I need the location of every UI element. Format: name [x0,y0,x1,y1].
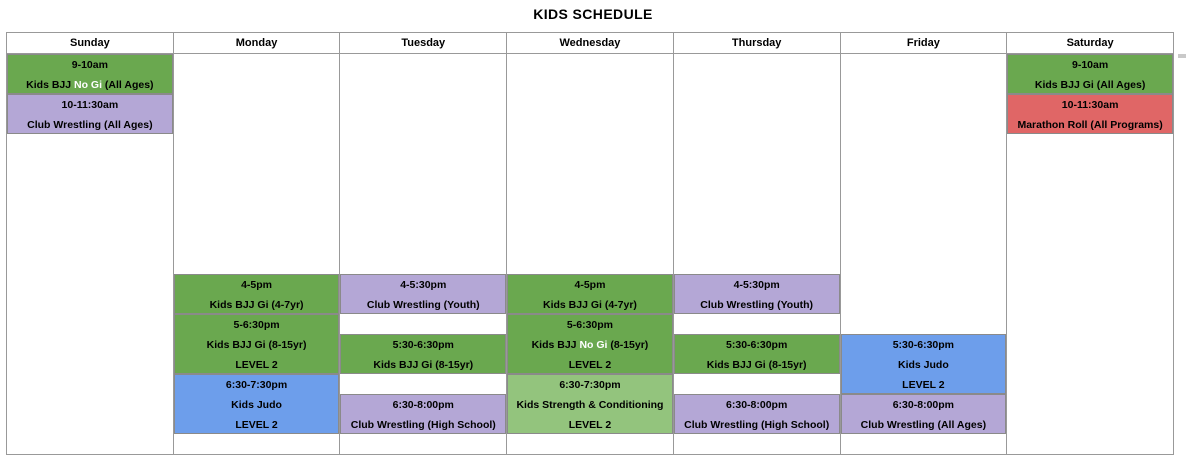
column-header-friday: Friday [840,33,1007,54]
day-events-wednesday [507,54,673,454]
schedule-event[interactable] [674,394,840,434]
schedule-event[interactable] [174,374,340,434]
event-time: 4-5pm [574,279,606,291]
event-name: Marathon Roll (All Programs) [1017,119,1163,131]
day-events-tuesday [340,54,506,454]
event-time: 6:30-8:00pm [392,399,454,411]
day-column-thursday [673,54,840,455]
column-header-wednesday: Wednesday [507,33,674,54]
event-name: Club Wrestling (High School) [684,419,830,431]
event-name: Kids BJJ Gi (8-15yr) [373,359,474,371]
event-time: 5:30-6:30pm [726,339,788,351]
day-column-wednesday [507,54,674,455]
schedule-event[interactable] [1007,94,1173,134]
event-level: LEVEL 2 [235,419,278,431]
event-time: 5:30-6:30pm [392,339,454,351]
event-time: 10-11:30am [61,99,119,111]
schedule-event[interactable] [507,314,673,374]
page-title: KIDS SCHEDULE [533,6,653,22]
event-name: Club Wrestling (All Ages) [860,419,987,431]
schedule-event[interactable] [507,274,673,314]
event-time: 4-5pm [241,279,273,291]
day-column-monday [173,54,340,455]
schedule-event[interactable] [507,374,673,434]
event-name: Kids BJJ Gi (8-15yr) [206,339,307,351]
column-header-sunday: Sunday [7,33,174,54]
event-name: Kids BJJ Gi (All Ages) [1034,79,1146,91]
schedule-event[interactable] [7,54,173,94]
event-time: 9-10am [1072,59,1109,71]
event-name: Kids BJJ No Gi (All Ages) [26,79,154,91]
event-name: Club Wrestling (All Ages) [27,119,153,131]
event-time: 5-6:30pm [233,319,280,331]
event-name: Kids Strength & Conditioning [516,399,664,411]
table-body-row [7,54,1174,455]
day-events-saturday [1007,54,1173,454]
column-header-thursday: Thursday [673,33,840,54]
event-name: Kids Judo [897,359,949,371]
event-time: 4-5:30pm [400,279,447,291]
event-name: Kids BJJ Gi (4-7yr) [209,299,304,311]
event-name: Kids BJJ No Gi (8-15yr) [531,339,649,351]
table-header-row [7,33,1174,54]
event-name: Kids BJJ Gi (4-7yr) [542,299,637,311]
schedule-event[interactable] [340,394,506,434]
event-time: 6:30-8:00pm [892,399,954,411]
event-level: LEVEL 2 [902,379,945,391]
event-name: Club Wrestling (Youth) [366,299,480,311]
day-events-sunday [7,54,173,454]
day-events-thursday [674,54,840,454]
event-level: LEVEL 2 [568,359,612,371]
day-events-monday [174,54,340,454]
event-level: LEVEL 2 [568,419,612,431]
schedule-event[interactable] [674,274,840,314]
event-time: 5-6:30pm [566,319,614,331]
schedule-event[interactable] [7,94,173,134]
day-column-tuesday [340,54,507,455]
schedule-event[interactable] [174,274,340,314]
scrollbar-nub[interactable] [1178,54,1186,58]
event-time: 6:30-7:30pm [559,379,621,391]
column-header-tuesday: Tuesday [340,33,507,54]
event-time: 10-11:30am [1061,99,1119,111]
schedule-event[interactable] [340,274,506,314]
schedule-event[interactable] [841,394,1007,434]
event-name-highlight: No Gi [579,339,608,351]
day-events-friday [841,54,1007,454]
day-column-saturday [1007,54,1174,455]
event-name-highlight: No Gi [74,79,103,91]
day-column-friday [840,54,1007,455]
event-name: Club Wrestling (Youth) [700,299,814,311]
event-time: 5:30-6:30pm [892,339,954,351]
event-level: LEVEL 2 [235,359,278,371]
event-time: 6:30-8:00pm [726,399,788,411]
schedule-event[interactable] [841,334,1007,394]
event-name: Kids BJJ Gi (8-15yr) [706,359,807,371]
day-column-sunday [7,54,174,455]
column-header-saturday: Saturday [1007,33,1174,54]
event-name: Kids Judo [231,399,282,411]
schedule-table [6,32,1174,455]
schedule-event[interactable] [340,334,506,374]
column-header-monday: Monday [173,33,340,54]
event-name: Club Wrestling (High School) [350,419,496,431]
event-time: 6:30-7:30pm [225,379,288,391]
event-time: 4-5:30pm [733,279,780,291]
schedule-event[interactable] [1007,54,1173,94]
schedule-event[interactable] [174,314,340,374]
schedule-event[interactable] [674,334,840,374]
event-time: 9-10am [71,59,108,71]
